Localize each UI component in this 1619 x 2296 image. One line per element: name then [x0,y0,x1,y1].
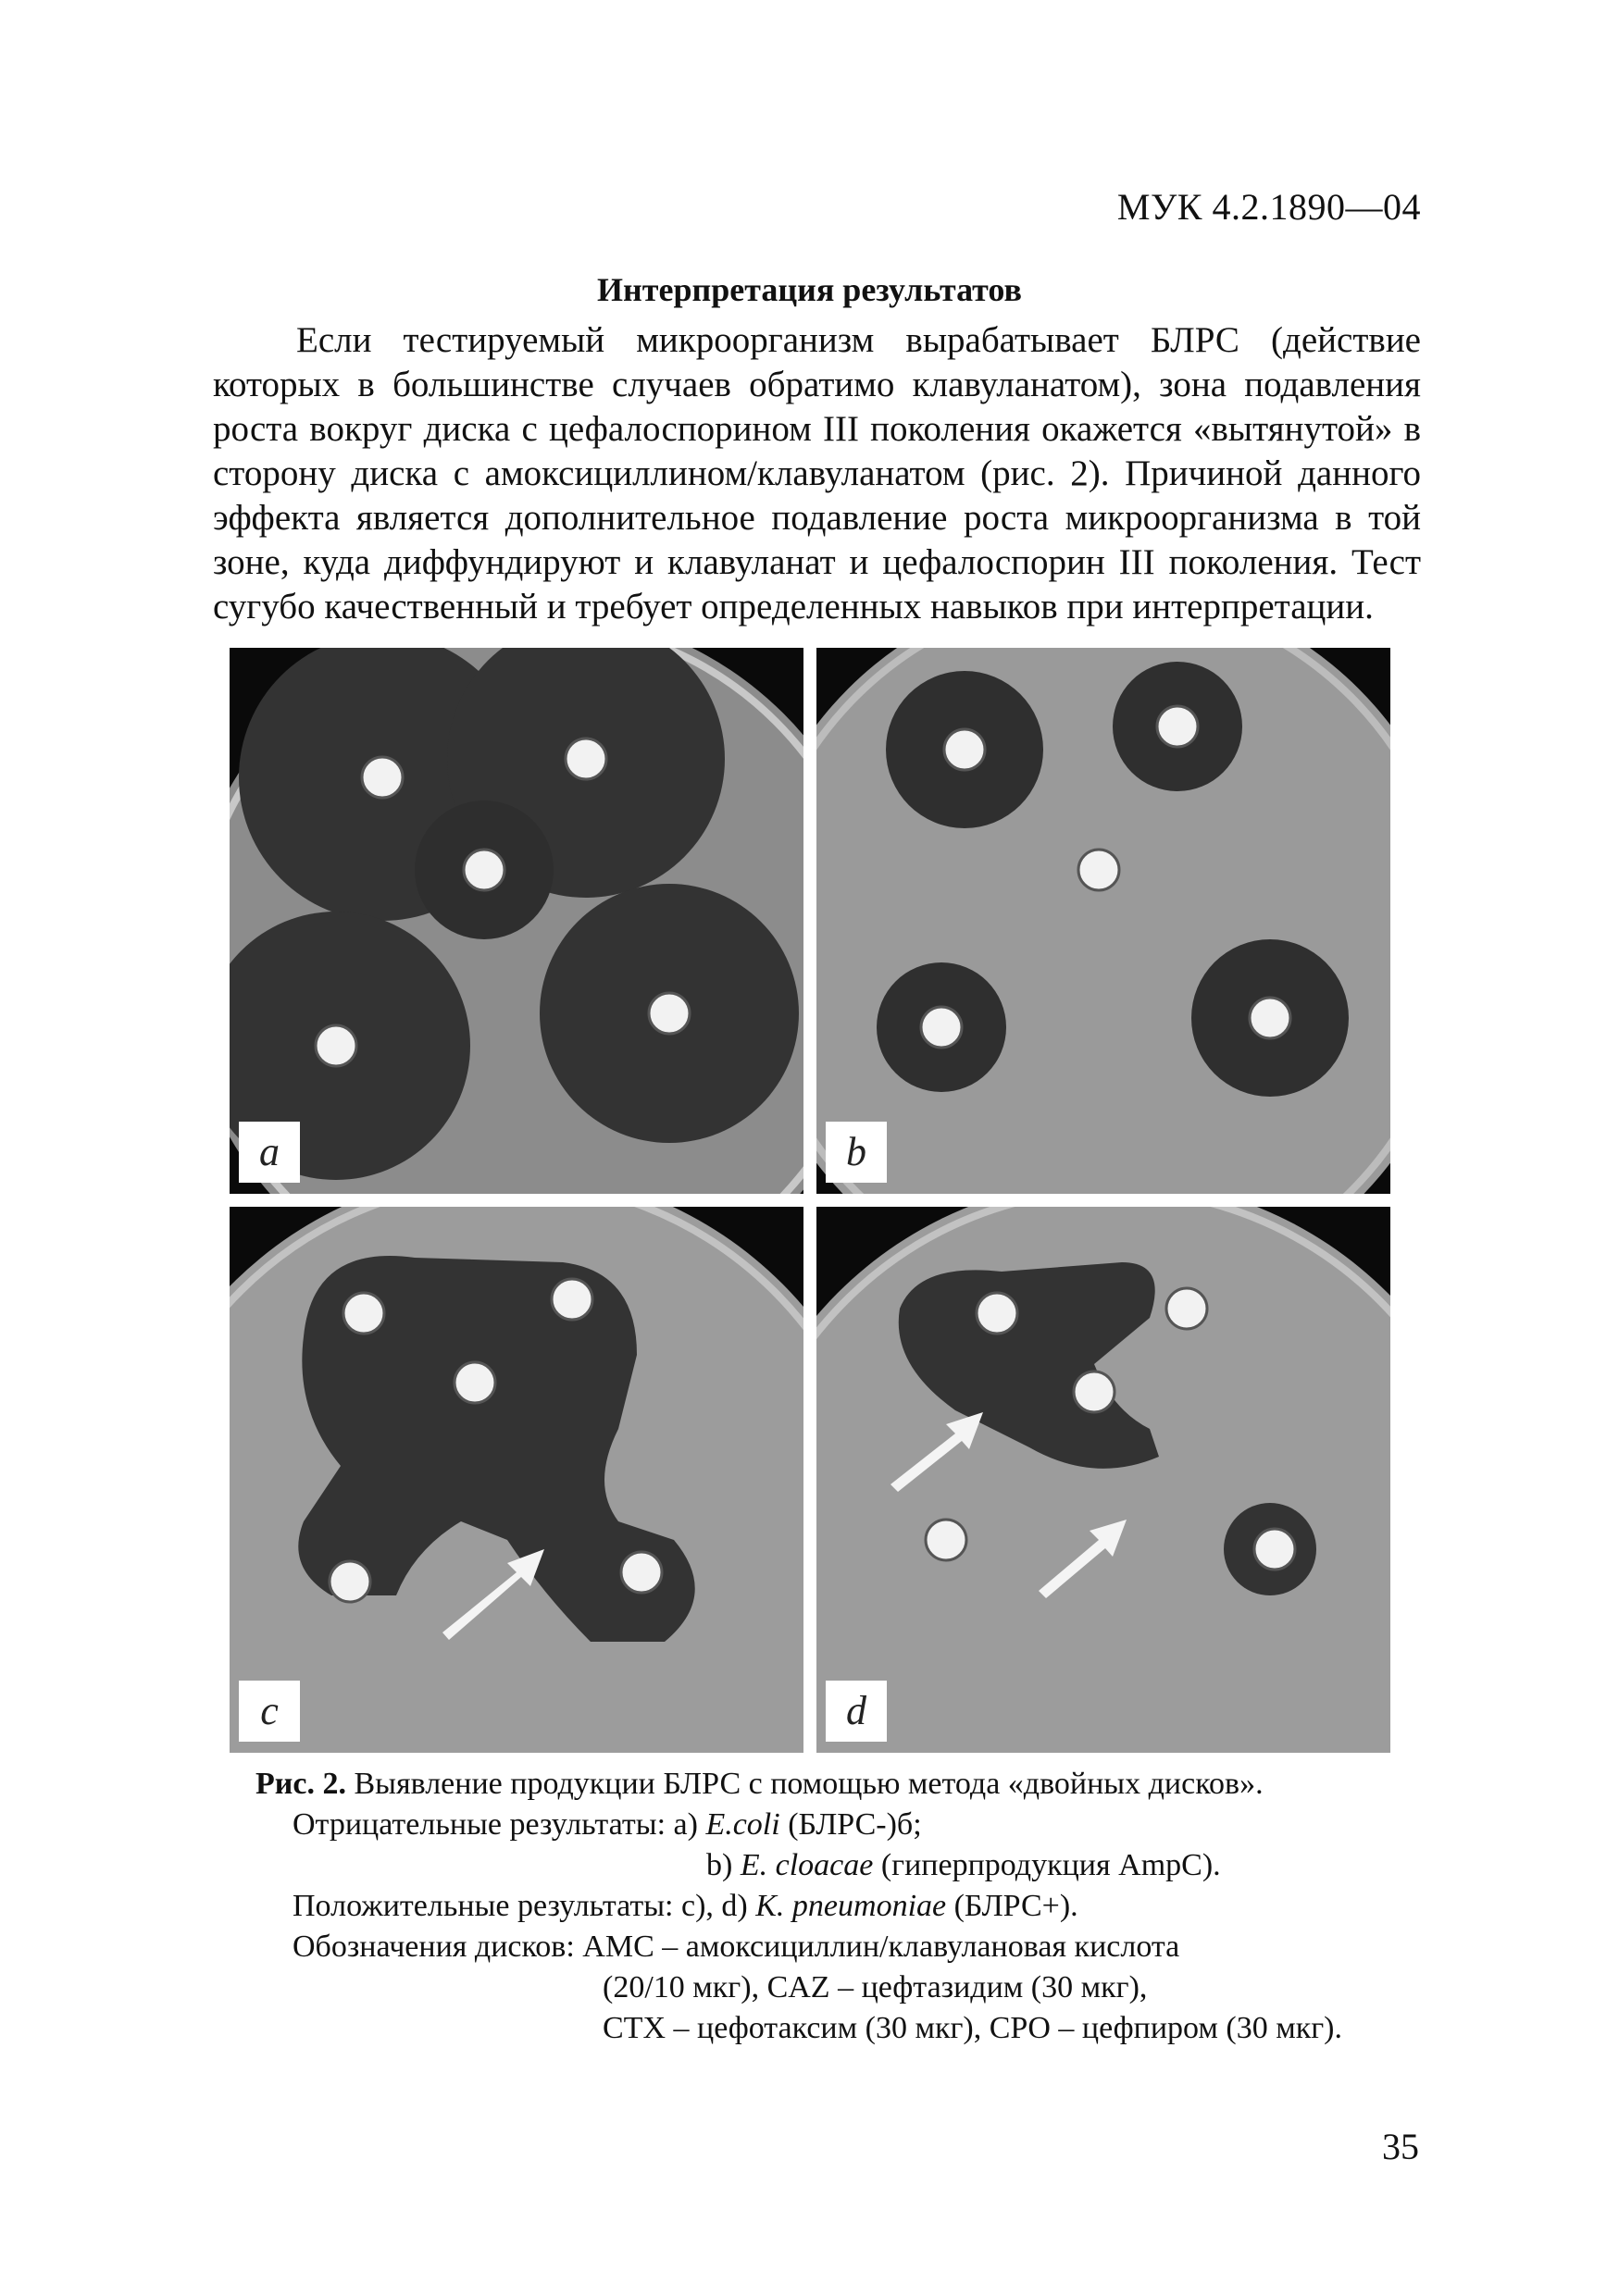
panel-label-c: c [239,1681,300,1742]
caption-positive-rest: (БЛРС+). [946,1889,1078,1923]
panel-b-photo [816,648,1390,1194]
caption-organism-ecloacae: E. cloacae [740,1848,874,1882]
document-code: МУК 4.2.1890—04 [1116,186,1421,228]
caption-negative-a-rest: (БЛРС-)б; [779,1807,922,1842]
panel-a-photo [230,648,803,1194]
caption-title-line [255,1764,1403,1805]
figure-caption [255,1764,1403,2049]
body-paragraph: Если тестируемый микроорганизм вырабатывает БЛРС (действие которых в большинстве случаев обратимо клавуланатом), зона подавления роста вокруг диска с цефалоспорином III поколения окажется «вытянутой» в сторону диска с амоксициллином/клавуланатом (рис. 2). Причиной данного эффекта является дополнительное подавление роста микроорганизма в той зоне, куда диффундируют и клавуланат и цефалоспорин III поколения. Тест сугубо качественный и требует определенных навыков при интерпретации. [213,320,1421,627]
page-number: 35 [1382,2126,1419,2167]
caption-title: Рис. 2. [255,1767,346,1801]
caption-negative-b-prefix: b) [706,1848,741,1882]
panel-c-photo [230,1207,803,1753]
panel-label-a: a [239,1122,300,1183]
petri-dish-b-image [816,648,1390,1194]
caption-organism-kpneumoniae: K. pneumoniae [755,1889,947,1923]
caption-title-text: Выявление продукции БЛРС с помощью метода «двойных дисков». [354,1767,1264,1801]
petri-dish-d-image [816,1207,1390,1753]
panel-d-photo [816,1207,1390,1753]
caption-legend-line-1: Обозначения дисков: АМС – амоксициллин/клавулановая кислота [293,1930,1180,1964]
petri-dish-c-image [230,1207,803,1753]
section-title: Интерпретация результатов [597,271,1022,308]
caption-negative-prefix: Отрицательные результаты: a) [293,1807,706,1842]
caption-positive-line [255,1886,1403,1927]
caption-legend-line-2: (20/10 мкг), CAZ – цефтазидим (30 мкг), [603,1970,1148,2004]
caption-negative-line [255,1805,1403,1845]
caption-negative-b-rest: (гиперпродукция AmpC). [873,1848,1221,1882]
caption-negative-b-line [255,1845,1403,1886]
caption-legend-line-3: СТХ – цефотаксим (30 мкг), CPO – цефпиром (30 мкг). [603,2011,1342,2045]
caption-positive-prefix: Положительные результаты: c), d) [293,1889,756,1923]
panel-label-b: b [826,1122,887,1183]
caption-organism-ecoli: E.coli [705,1807,780,1842]
panel-label-d: d [826,1681,887,1742]
figure-petri-dishes [230,648,1390,1751]
petri-dish-a-image [230,648,803,1194]
